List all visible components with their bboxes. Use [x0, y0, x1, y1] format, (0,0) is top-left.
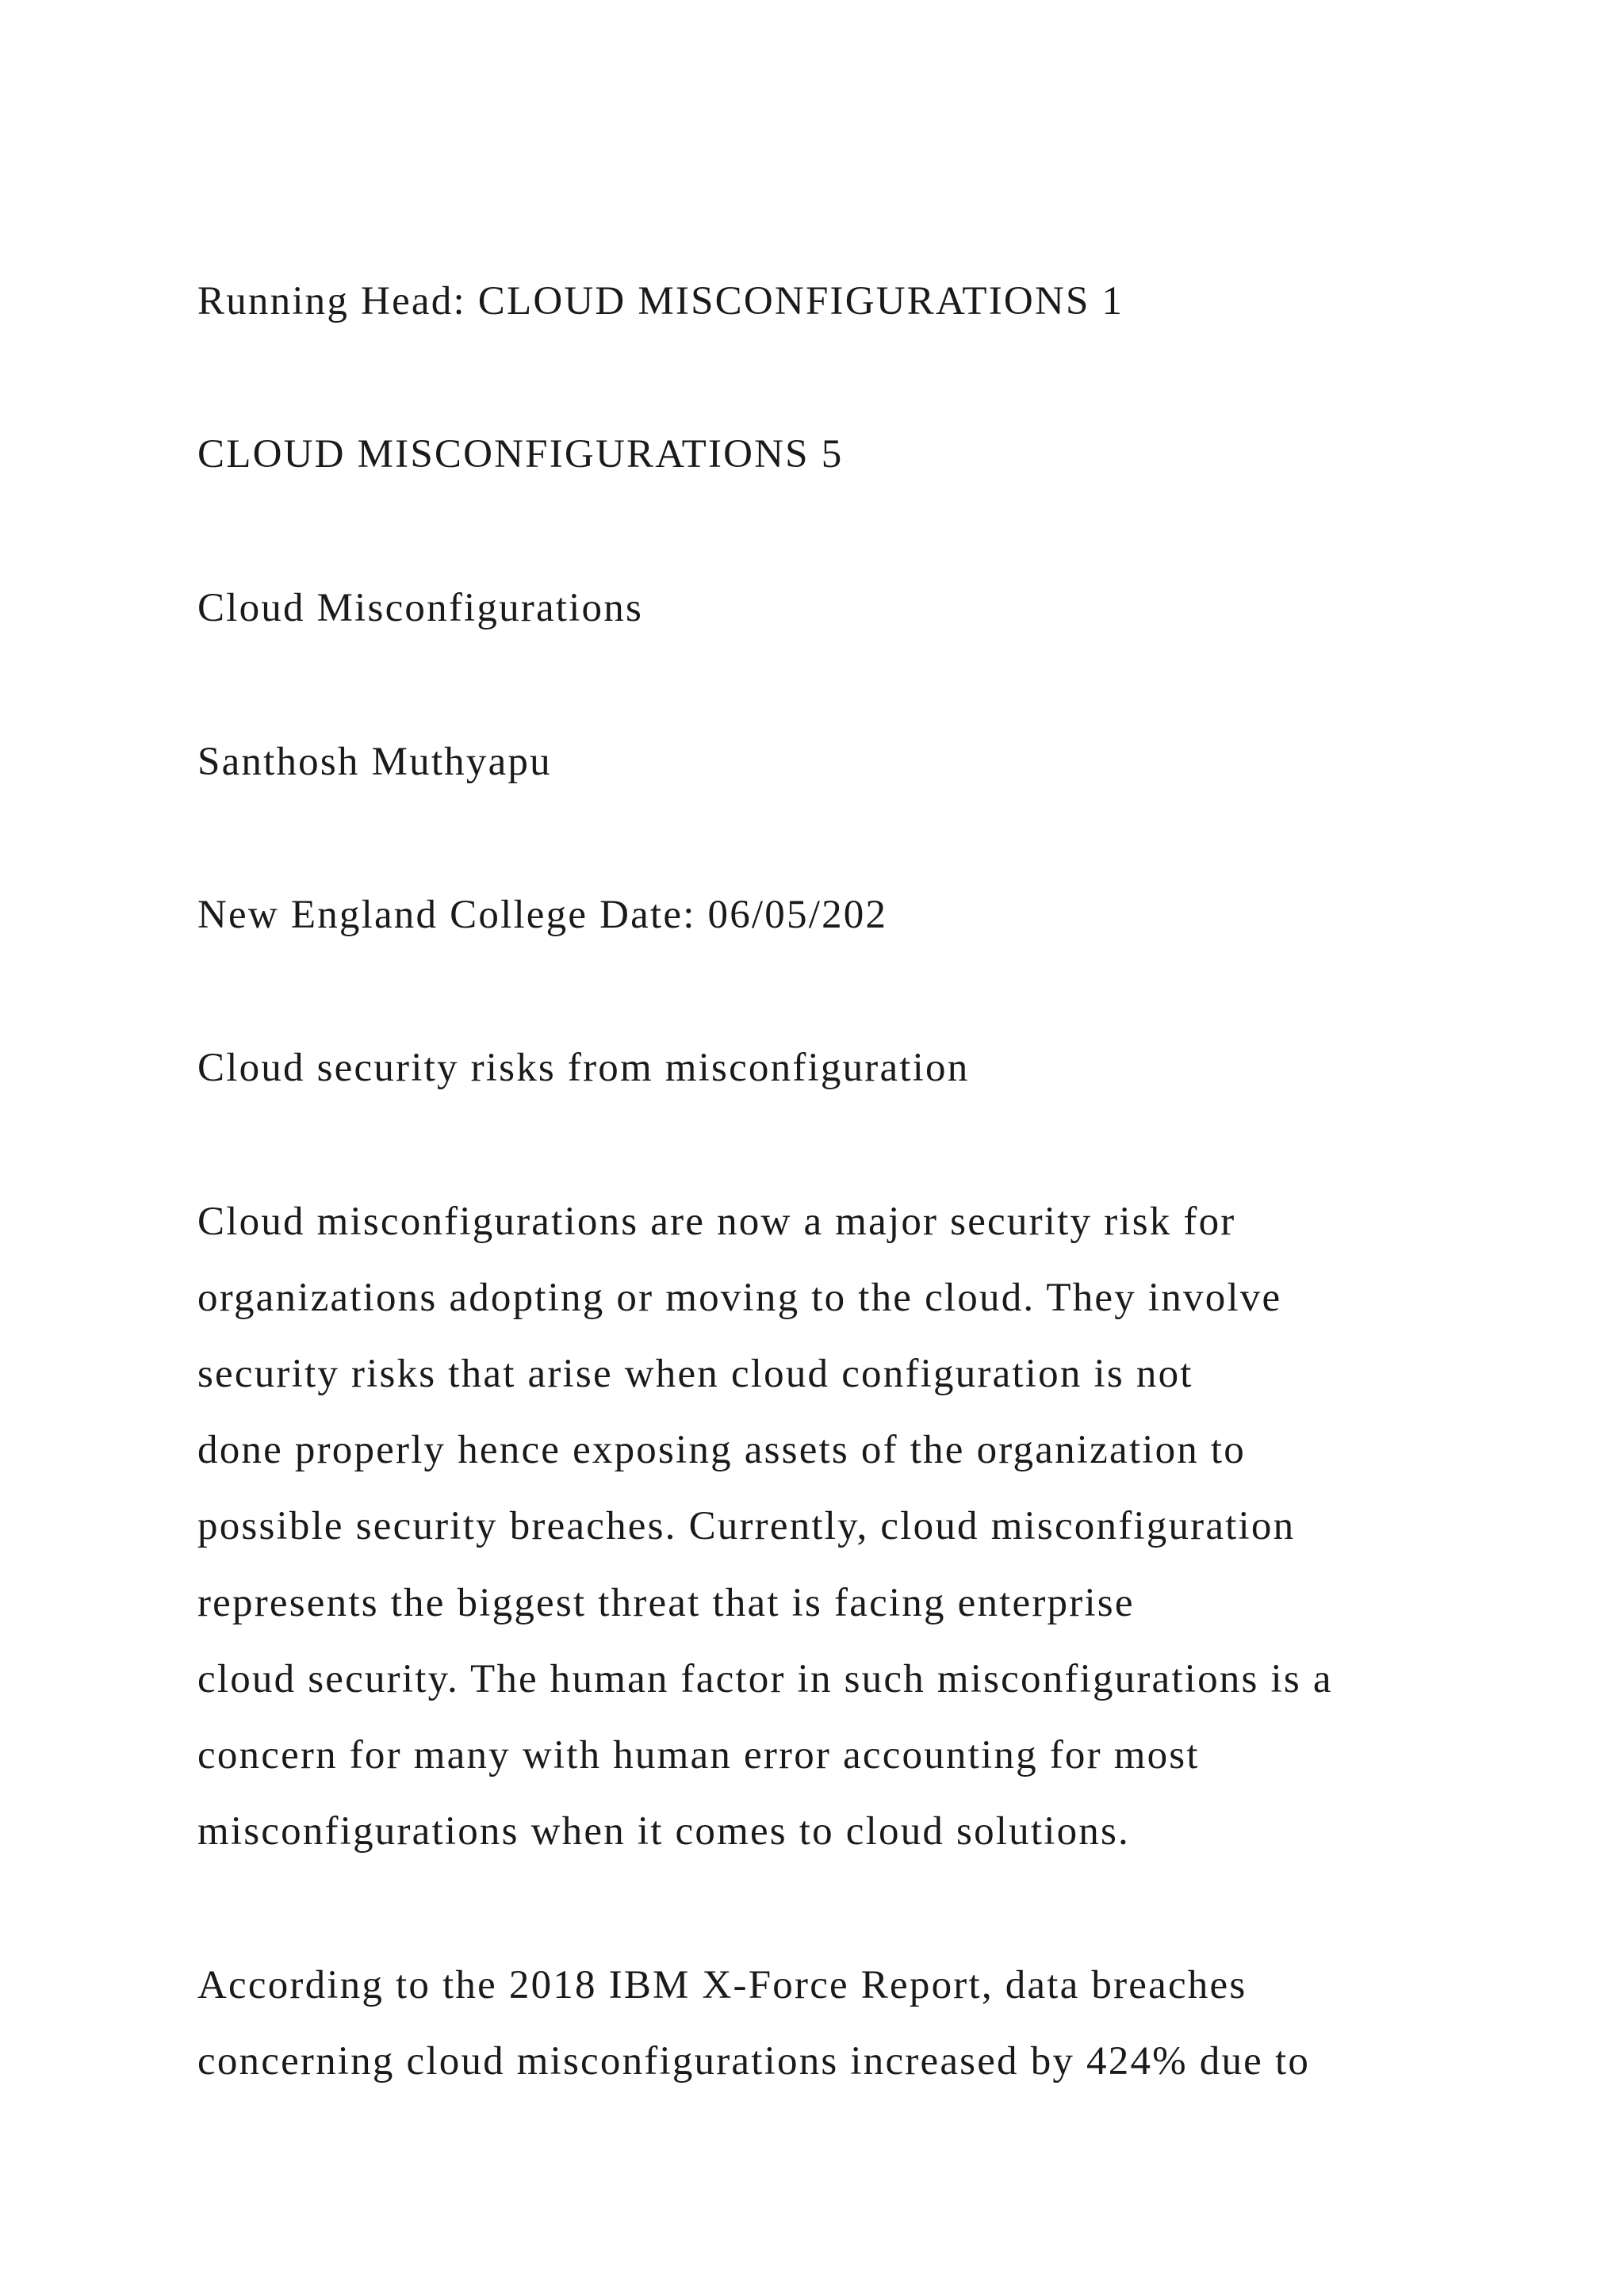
paragraph-line: Cloud misconfigurations are now a major security risk for [197, 1200, 1236, 1244]
page-header: CLOUD MISCONFIGURATIONS 5 [197, 432, 844, 476]
paragraph-line: cloud security. The human factor in such misconfigurations is a [197, 1657, 1333, 1701]
institution-date: New England College Date: 06/05/202 [197, 893, 888, 937]
paragraph-line: security risks that arise when cloud configuration is not [197, 1352, 1193, 1396]
paragraph-line: represents the biggest threat that is facing enterprise [197, 1581, 1135, 1625]
author-name: Santhosh Muthyapu [197, 740, 552, 784]
paragraph-line: concerning cloud misconfigurations increased by 424% due to [197, 2039, 1311, 2084]
paragraph-line: misconfigurations when it comes to cloud solutions. [197, 1809, 1131, 1854]
paragraph-line: possible security breaches. Currently, cloud misconfiguration [197, 1504, 1296, 1548]
paragraph-line: organizations adopting or moving to the cloud. They involve [197, 1276, 1282, 1320]
running-head: Running Head: CLOUD MISCONFIGURATIONS 1 [197, 279, 1124, 323]
paragraph-line: concern for many with human error accounting for most [197, 1733, 1200, 1777]
paragraph-line: According to the 2018 IBM X-Force Report, data breaches [197, 1963, 1247, 2007]
document-title: Cloud Misconfigurations [197, 586, 643, 630]
paragraph-line: done properly hence exposing assets of the organization to [197, 1428, 1246, 1472]
section-heading: Cloud security risks from misconfiguration [197, 1046, 970, 1090]
